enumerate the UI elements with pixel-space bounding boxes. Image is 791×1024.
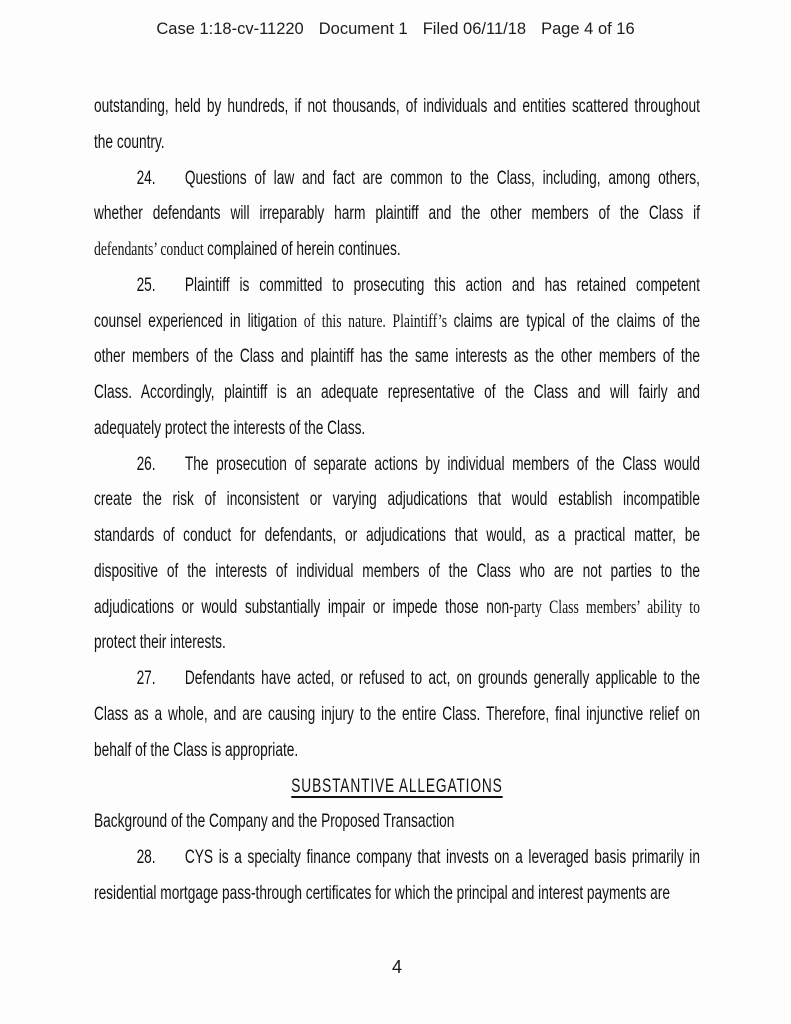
paragraph-number: 26. [136, 453, 156, 475]
paragraph-first-line [94, 268, 700, 304]
text-segment-sans: behalf of the Class is appropriate. [94, 739, 299, 761]
text-segment-sans: whether defendants will irreparably harm plaintiff and the other members of the Class if [94, 203, 700, 225]
text-segment-sans: adjudications or would substantially impair or impede those non- [94, 596, 514, 618]
document-line [94, 125, 700, 161]
document-line [94, 590, 700, 626]
text-segment-sans: counsel experienced in litiga [94, 310, 276, 332]
text-segment-serif: tion of this nature. Plaintiff’s [275, 310, 454, 332]
document-line [94, 482, 700, 518]
text-segment-serif: defendants’ conduct [94, 239, 208, 261]
subsection-heading: Background of the Company and the Proposed Transaction [94, 811, 455, 833]
header-filed-date: Filed 06/11/18 [422, 20, 527, 38]
paragraph-first-line [94, 447, 700, 483]
text-segment-sans: Questions of law and fact are common to the Class, including, among others, [184, 167, 700, 189]
document-line [94, 697, 700, 733]
text-segment-sans: The prosecution of separate actions by individual members of the Class would [184, 453, 700, 475]
header-page-indicator: Page 4 of 16 [541, 20, 635, 38]
text-segment-sans: CYS is a specialty finance company that invests on a leveraged basis primarily in [184, 847, 700, 869]
document-body [94, 89, 700, 912]
text-segment-serif: party Class members’ ability to [513, 596, 700, 618]
text-segment-sans: Class. Accordingly, plaintiff is an adequate representative of the Class and will fairly and [94, 382, 700, 404]
document-line [94, 89, 700, 125]
document-line [94, 554, 700, 590]
text-segment-sans: dispositive of the interests of individual members of the Class who are not parties to the [94, 560, 700, 582]
document-line [94, 518, 700, 554]
document-line [94, 196, 700, 232]
document-line [94, 339, 700, 375]
document-line [94, 625, 700, 661]
section-heading-text: SUBSTANTIVE ALLEGATIONS [291, 775, 503, 797]
section-heading [94, 769, 700, 805]
document-line [94, 411, 700, 447]
text-segment-sans: outstanding, held by hundreds, if not thousands, of individuals and entities scattered throughout [94, 96, 700, 117]
paragraph-number: 25. [136, 274, 156, 296]
paragraph-first-line [94, 661, 700, 697]
paragraph-number: 24. [136, 167, 156, 189]
page-number: 4 [391, 957, 402, 977]
text-segment-sans: complained of herein continues. [207, 239, 401, 261]
document-line [94, 304, 700, 340]
header-document-label: Document 1 [318, 20, 408, 38]
text-segment-sans: Defendants have acted, or refused to act, on grounds generally applicable to the [184, 668, 700, 690]
text-segment-sans: other members of the Class and plaintiff has the same interests as the other members of the [94, 346, 700, 368]
paragraph-first-line [94, 840, 700, 876]
ecf-header-stamp [0, 20, 791, 39]
text-segment-sans: adequately protect the interests of the Class. [94, 417, 366, 439]
text-segment-sans: the country. [94, 131, 165, 153]
text-segment-sans: claims are typical of the claims of the [453, 310, 700, 332]
text-segment-sans: residential mortgage pass-through certificates for which the principal and interest payments are [94, 882, 670, 904]
document-line [94, 733, 700, 769]
document-line [94, 232, 700, 268]
text-segment-sans: standards of conduct for defendants, or adjudications that would, as a practical matter, be [94, 525, 700, 547]
paragraph-number: 27. [136, 668, 156, 690]
paragraph-first-line [94, 161, 700, 197]
header-case-number: Case 1:18-cv-11220 [156, 20, 304, 38]
text-segment-sans: protect their interests. [94, 632, 226, 654]
paragraph-number: 28. [136, 847, 156, 869]
document-line [94, 375, 700, 411]
document-line [94, 876, 700, 912]
text-segment-sans: create the risk of inconsistent or varying adjudications that would establish incompatible [94, 489, 700, 511]
text-segment-sans: Plaintiff is committed to prosecuting this action and has retained competent [184, 274, 700, 296]
text-segment-sans: Class as a whole, and are causing injury to the entire Class. Therefore, final injunctive relief on [94, 704, 700, 726]
